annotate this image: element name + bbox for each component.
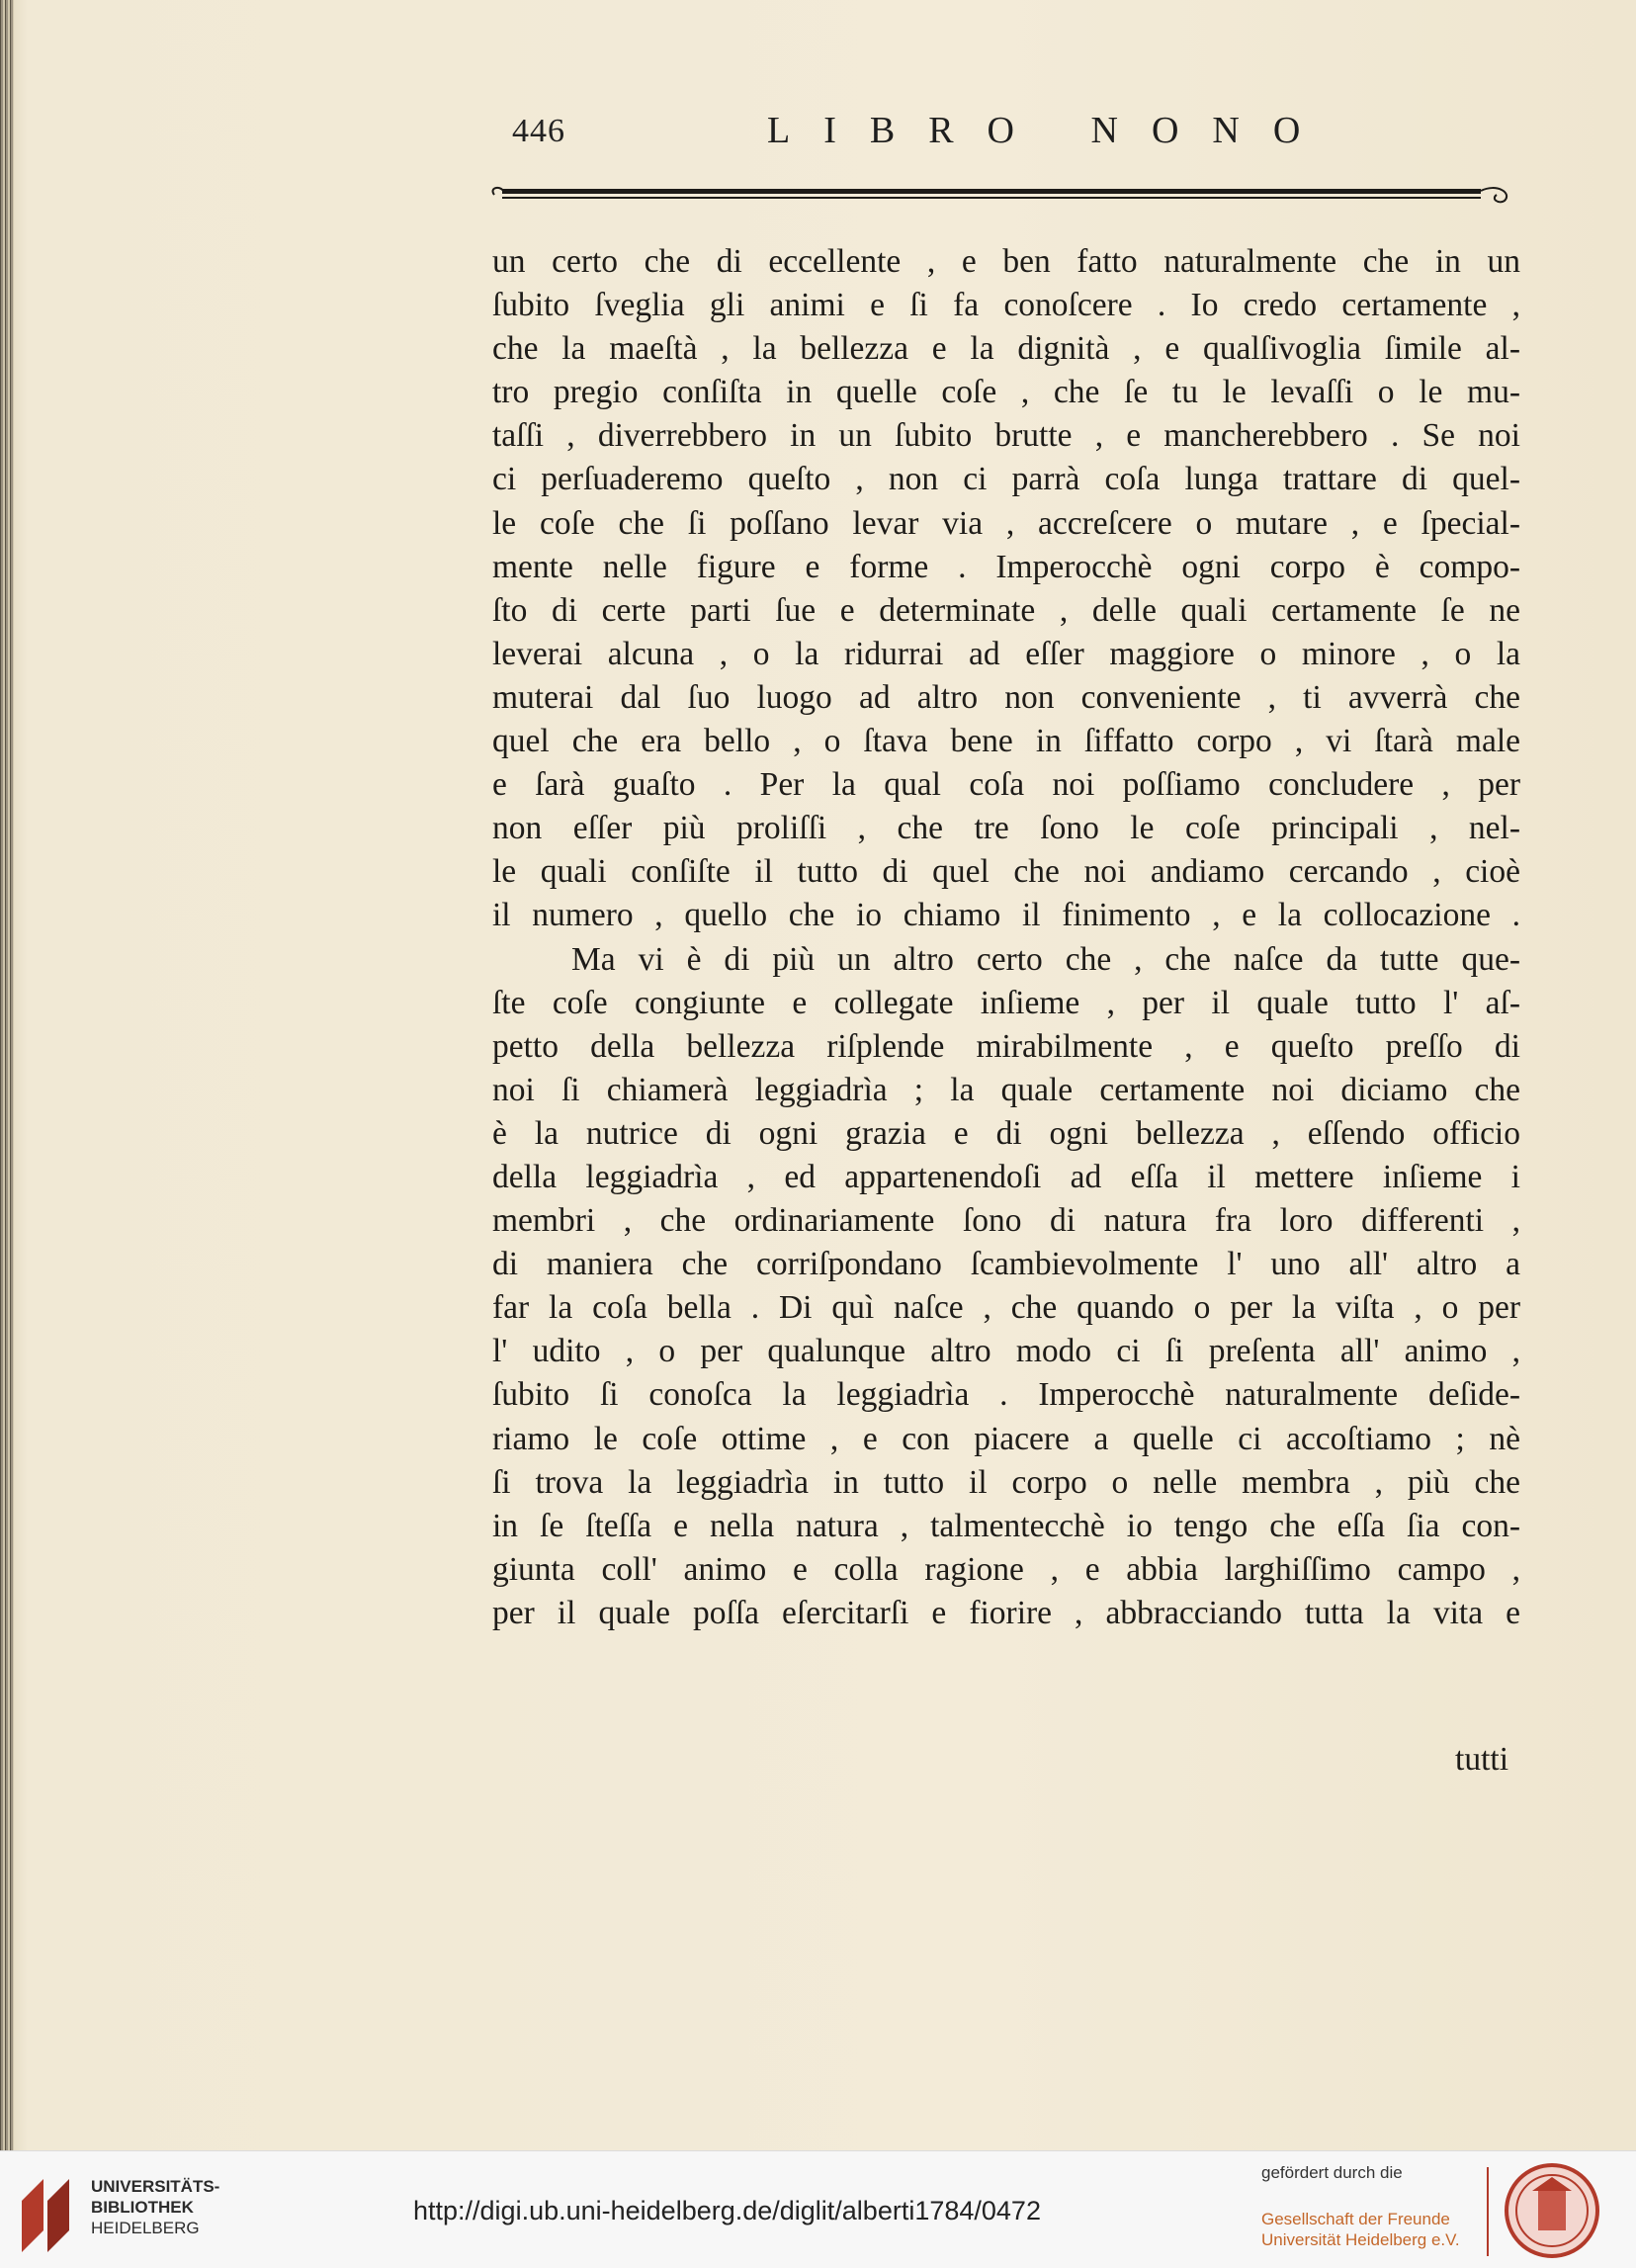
text-line: leverai alcuna , o la ridurrai ad eſſer maggiore o minore , o la <box>492 635 1520 672</box>
text-line: ſubito ſveglia gli animi e ſi fa conoſcere . Io credo certamente , <box>492 287 1520 324</box>
university-library-logo-icon <box>18 2171 77 2256</box>
text-line: petto della bellezza riſplende mirabilmente , e queſto preſſo di <box>492 1027 1520 1065</box>
sponsor-divider <box>1487 2167 1489 2256</box>
header-ornamental-rule <box>488 183 1516 207</box>
text-line: ſubito ſi conoſca la leggiadrìa . Imperocchè naturalmente deſide- <box>492 1376 1520 1414</box>
logo-line: UNIVERSITÄTS- <box>91 2177 220 2196</box>
university-seal-icon <box>1503 2161 1601 2260</box>
permalink-url[interactable]: http://digi.ub.uni-heidelberg.de/diglit/alberti1784/0472 <box>413 2196 1041 2225</box>
sponsor-caption: gefördert durch die <box>1261 2163 1403 2182</box>
page-edge-shadow <box>0 0 14 2150</box>
text-line: far la coſa bella . Di quì naſce , che quando o per la viſta , o per <box>492 1289 1520 1327</box>
text-line: tro pregio conſiſta in quelle coſe , che ſe tu le levaſſi o le mu- <box>492 374 1520 411</box>
page-number: 446 <box>512 113 565 149</box>
text-line: ſi trova la leggiadrìa in tutto il corpo o nelle membra , più che <box>492 1463 1520 1501</box>
text-line: e ſarà guaſto . Per la qual coſa noi poſſiamo concludere , per <box>492 766 1520 804</box>
text-line: le coſe che ſi poſſano levar via , accreſcere o mutare , e ſpecial- <box>492 504 1520 542</box>
text-line: muterai dal ſuo luogo ad altro non conveniente , ti avverrà che <box>492 678 1520 716</box>
footer-bar <box>0 2150 1636 2268</box>
sponsor-name-line: Universität Heidelberg e.V. <box>1261 2230 1460 2249</box>
text-line: riamo le coſe ottime , e con piacere a quelle ci accoſtiamo ; nè <box>492 1420 1520 1457</box>
text-line: taſſi , diverrebbero in un ſubito brutte , e mancherebbero . Se noi <box>492 417 1520 455</box>
text-line: membri , che ordinariamente ſono di natura fra loro differenti , <box>492 1202 1520 1240</box>
logo-line: HEIDELBERG <box>91 2219 200 2237</box>
text-line: ci perſuaderemo queſto , non ci parrà coſa lunga trattare di quel- <box>492 461 1520 498</box>
text-line: è la nutrice di ogni grazia e di ogni bellezza , eſſendo officio <box>492 1114 1520 1152</box>
text-line: giunta coll' animo e colla ragione , e abbia larghiſſimo campo , <box>492 1550 1520 1588</box>
text-line: che la maeſtà , la bellezza e la dignità , e qualſivoglia ſimile al- <box>492 330 1520 368</box>
text-line: non eſſer più proliſſi , che tre ſono le coſe principali , nel- <box>492 810 1520 847</box>
running-title: LIBRO NONO <box>767 110 1335 151</box>
paragraph-start-line: Ma vi è di più un altro certo che , che naſce da tutte que- <box>571 940 1520 978</box>
text-line: di maniera che corriſpondano ſcambievolmente l' uno all' altro a <box>492 1246 1520 1283</box>
text-line: quel che era bello , o ſtava bene in ſiffatto corpo , vi ſtarà male <box>492 723 1520 760</box>
text-line: un certo che di eccellente , e ben fatto naturalmente che in un <box>492 243 1520 280</box>
text-line: per il quale poſſa eſercitarſi e fiorire , abbracciando tutta la vita e <box>492 1594 1520 1631</box>
text-line: l' udito , o per qualunque altro modo ci ſi preſenta all' animo , <box>492 1333 1520 1370</box>
logo-line: BIBLIOTHEK <box>91 2198 194 2217</box>
page-header <box>512 105 1520 152</box>
university-library-name <box>91 2176 219 2238</box>
sponsor-name-line: Gesellschaft der Freunde <box>1261 2210 1450 2228</box>
text-line: mente nelle figure e forme . Imperocchè ogni corpo è compo- <box>492 548 1520 585</box>
text-line: il numero , quello che io chiamo il finimento , e la collocazione . <box>492 897 1520 934</box>
text-line: in ſe ſteſſa e nella natura , talmentecchè io tengo che eſſa ſia con- <box>492 1507 1520 1544</box>
sponsor-name <box>1261 2209 1460 2250</box>
text-line: noi ſi chiamerà leggiadrìa ; la quale certamente noi diciamo che <box>492 1071 1520 1108</box>
catchword: tutti <box>1455 1741 1508 1778</box>
text-line: ſto di certe parti ſue e determinate , delle quali certamente ſe ne <box>492 591 1520 629</box>
body-text <box>492 240 1520 1635</box>
text-line: ſte coſe congiunte e collegate inſieme , per il quale tutto l' aſ- <box>492 984 1520 1021</box>
text-line: della leggiadrìa , ed appartenendoſi ad eſſa il mettere inſieme i <box>492 1158 1520 1195</box>
text-line: le quali conſiſte il tutto di quel che noi andiamo cercando , cioè <box>492 853 1520 891</box>
